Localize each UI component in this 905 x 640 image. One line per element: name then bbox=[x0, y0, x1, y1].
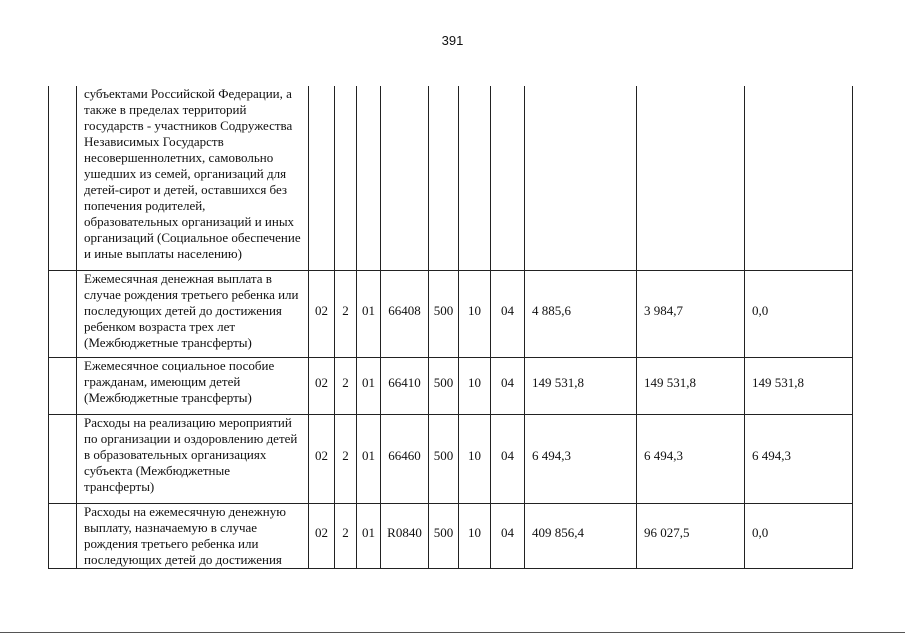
code-cell: 2 bbox=[335, 503, 357, 568]
code-cell: 500 bbox=[429, 270, 459, 357]
amount-cell: 149 531,8 bbox=[745, 357, 853, 414]
amount-cell: 409 856,4 bbox=[525, 503, 637, 568]
code-cell bbox=[429, 86, 459, 270]
code-cell: R0840 bbox=[381, 503, 429, 568]
code-cell: 66410 bbox=[381, 357, 429, 414]
amount-cell: 3 984,7 bbox=[637, 270, 745, 357]
code-cell bbox=[491, 86, 525, 270]
amount-cell bbox=[525, 86, 637, 270]
code-cell bbox=[357, 86, 381, 270]
code-cell: 2 bbox=[335, 357, 357, 414]
description-cell: Расходы на ежемесячную денежную выплату, назначаемую в случае рождения третьего ребенка или последующих детей до достижения bbox=[77, 503, 309, 568]
amount-cell: 6 494,3 bbox=[637, 414, 745, 503]
code-cell: 01 bbox=[357, 357, 381, 414]
amount-cell: 0,0 bbox=[745, 503, 853, 568]
description-cell: Ежемесячное социальное пособие гражданам, имеющим детей (Межбюджетные трансферты) bbox=[77, 357, 309, 414]
code-cell: 04 bbox=[491, 270, 525, 357]
index-cell bbox=[49, 86, 77, 270]
code-cell: 01 bbox=[357, 414, 381, 503]
code-cell: 500 bbox=[429, 414, 459, 503]
code-cell: 2 bbox=[335, 414, 357, 503]
code-cell bbox=[459, 86, 491, 270]
amount-cell: 4 885,6 bbox=[525, 270, 637, 357]
amount-cell: 149 531,8 bbox=[637, 357, 745, 414]
code-cell: 500 bbox=[429, 503, 459, 568]
table-row bbox=[49, 357, 853, 414]
code-cell: 2 bbox=[335, 270, 357, 357]
amount-cell: 149 531,8 bbox=[525, 357, 637, 414]
code-cell: 01 bbox=[357, 270, 381, 357]
code-cell: 66460 bbox=[381, 414, 429, 503]
code-cell bbox=[309, 86, 335, 270]
amount-cell bbox=[745, 86, 853, 270]
code-cell: 02 bbox=[309, 414, 335, 503]
description-cell: Расходы на реализацию мероприятий по организации и оздоровлению детей в образовательных организациях субъекта (Межбюджетные трансферты) bbox=[77, 414, 309, 503]
code-cell: 10 bbox=[459, 503, 491, 568]
index-cell bbox=[49, 357, 77, 414]
description-cell: субъектами Российской Федерации, а также в пределах территорий государств - участников Содружества Независимых Государств несовершеннолетних, самовольно ушедших из семей, организаций для детей-сирот и детей, оставшихся без попечения родителей, образовательных организаций и иных организаций (Социальное обеспечение и иные выплаты населению) bbox=[77, 86, 309, 270]
budget-table bbox=[48, 86, 853, 569]
code-cell: 04 bbox=[491, 414, 525, 503]
code-cell: 02 bbox=[309, 503, 335, 568]
index-cell bbox=[49, 414, 77, 503]
amount-cell: 6 494,3 bbox=[525, 414, 637, 503]
description-cell: Ежемесячная денежная выплата в случае рождения третьего ребенка или последующих детей до достижения ребенком возраста трех лет (Межбюджетные трансферты) bbox=[77, 270, 309, 357]
code-cell: 02 bbox=[309, 270, 335, 357]
scan-edge-line bbox=[0, 632, 905, 633]
table-row bbox=[49, 503, 853, 568]
code-cell bbox=[335, 86, 357, 270]
code-cell: 10 bbox=[459, 357, 491, 414]
index-cell bbox=[49, 503, 77, 568]
table-row bbox=[49, 86, 853, 270]
code-cell: 66408 bbox=[381, 270, 429, 357]
amount-cell: 0,0 bbox=[745, 270, 853, 357]
table-row bbox=[49, 270, 853, 357]
page-number: 391 bbox=[441, 33, 464, 48]
code-cell: 10 bbox=[459, 414, 491, 503]
table-row bbox=[49, 414, 853, 503]
code-cell: 500 bbox=[429, 357, 459, 414]
amount-cell: 6 494,3 bbox=[745, 414, 853, 503]
code-cell: 02 bbox=[309, 357, 335, 414]
code-cell: 10 bbox=[459, 270, 491, 357]
index-cell bbox=[49, 270, 77, 357]
code-cell bbox=[381, 86, 429, 270]
code-cell: 01 bbox=[357, 503, 381, 568]
amount-cell: 96 027,5 bbox=[637, 503, 745, 568]
code-cell: 04 bbox=[491, 357, 525, 414]
code-cell: 04 bbox=[491, 503, 525, 568]
amount-cell bbox=[637, 86, 745, 270]
